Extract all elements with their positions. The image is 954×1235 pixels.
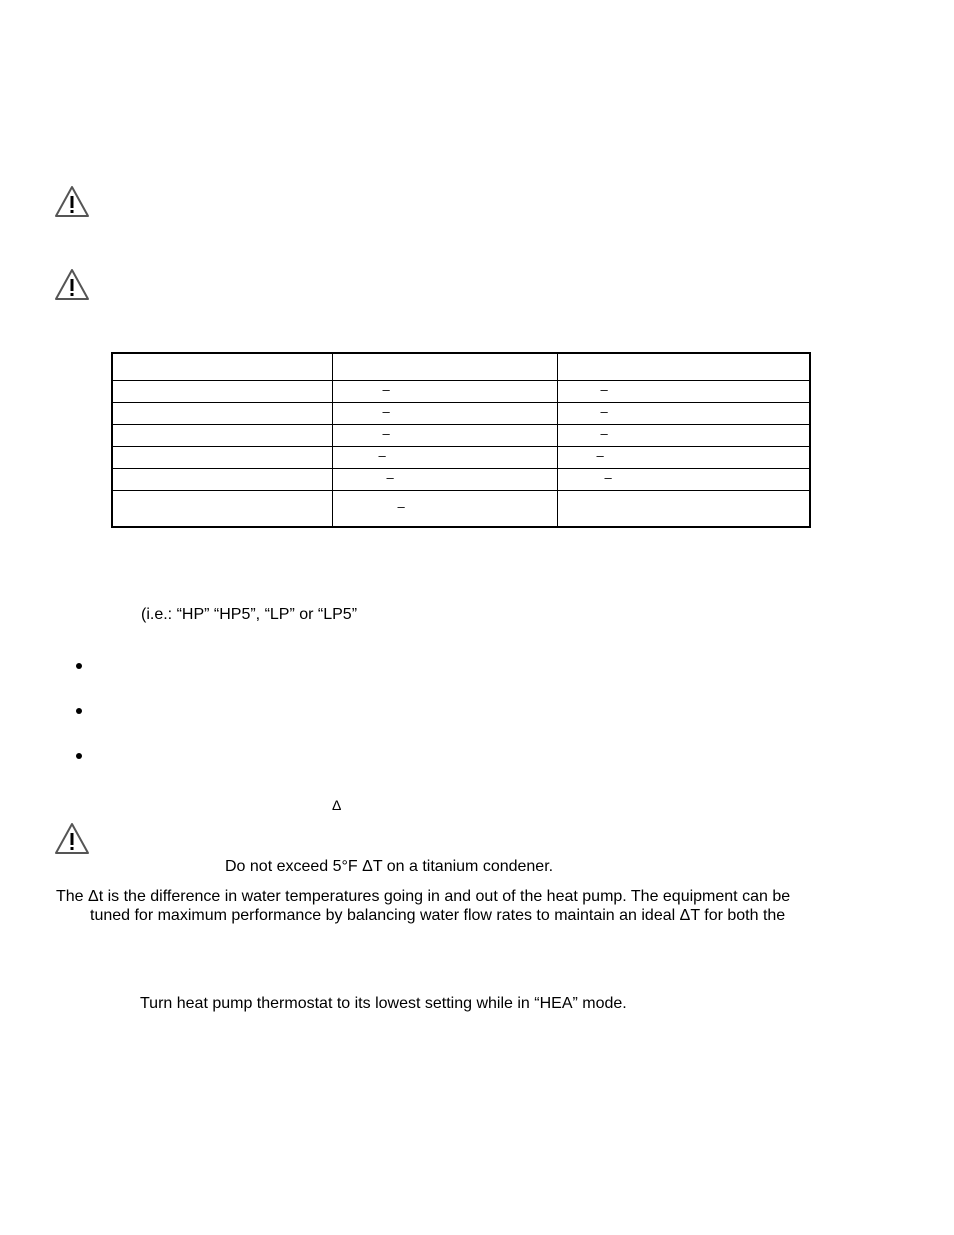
table-cell bbox=[112, 353, 332, 380]
paragraph-line-2: tuned for maximum performance by balancing water flow rates to maintain an ideal ΔT for both the bbox=[90, 907, 786, 924]
table-row bbox=[112, 380, 810, 402]
table-row bbox=[112, 353, 810, 380]
dash-mark: – bbox=[600, 403, 608, 419]
table-cell bbox=[332, 380, 557, 402]
dash-mark: – bbox=[386, 469, 394, 485]
table-cell bbox=[112, 424, 332, 446]
table-cell bbox=[112, 446, 332, 468]
codes-note: (i.e.: “HP” “HP5”, “LP” or “LP5” bbox=[141, 606, 358, 623]
spec-table bbox=[111, 352, 811, 528]
table-cell bbox=[112, 468, 332, 490]
table-cell bbox=[557, 424, 810, 446]
dash-mark: – bbox=[382, 381, 390, 397]
table-row bbox=[112, 490, 810, 527]
table-cell bbox=[332, 468, 557, 490]
dash-mark: – bbox=[382, 425, 390, 441]
dash-mark: – bbox=[600, 381, 608, 397]
table-cell bbox=[332, 402, 557, 424]
table-cell bbox=[332, 490, 557, 527]
table-cell bbox=[112, 490, 332, 527]
table-cell bbox=[332, 353, 557, 380]
dash-mark: – bbox=[382, 403, 390, 419]
dash-mark: – bbox=[600, 425, 608, 441]
delta-symbol: Δ bbox=[332, 797, 342, 813]
table-cell bbox=[557, 490, 810, 527]
warning-triangle-icon bbox=[54, 185, 90, 219]
table-cell bbox=[557, 468, 810, 490]
bullet-point bbox=[76, 753, 82, 759]
table-row bbox=[112, 402, 810, 424]
caution-text: Do not exceed 5°F ΔT on a titanium condener. bbox=[225, 858, 554, 875]
table-row bbox=[112, 468, 810, 490]
bullet-point bbox=[76, 708, 82, 714]
table-cell bbox=[557, 402, 810, 424]
instruction-text: Turn heat pump thermostat to its lowest setting while in “HEA” mode. bbox=[140, 995, 627, 1012]
dash-mark: – bbox=[397, 498, 405, 514]
table-row bbox=[112, 446, 810, 468]
dash-mark: – bbox=[378, 447, 386, 463]
table-cell bbox=[332, 424, 557, 446]
dash-mark: – bbox=[596, 447, 604, 463]
table-row bbox=[112, 424, 810, 446]
table-cell bbox=[112, 402, 332, 424]
table-cell bbox=[332, 446, 557, 468]
table-cell bbox=[557, 380, 810, 402]
table-cell bbox=[112, 380, 332, 402]
warning-triangle-icon bbox=[54, 268, 90, 302]
dash-mark: – bbox=[604, 469, 612, 485]
warning-triangle-icon bbox=[54, 822, 90, 856]
table-cell bbox=[557, 353, 810, 380]
table-cell bbox=[557, 446, 810, 468]
paragraph-line-1: The Δt is the difference in water temperatures going in and out of the heat pump. The equipment can be bbox=[56, 888, 791, 905]
bullet-point bbox=[76, 663, 82, 669]
